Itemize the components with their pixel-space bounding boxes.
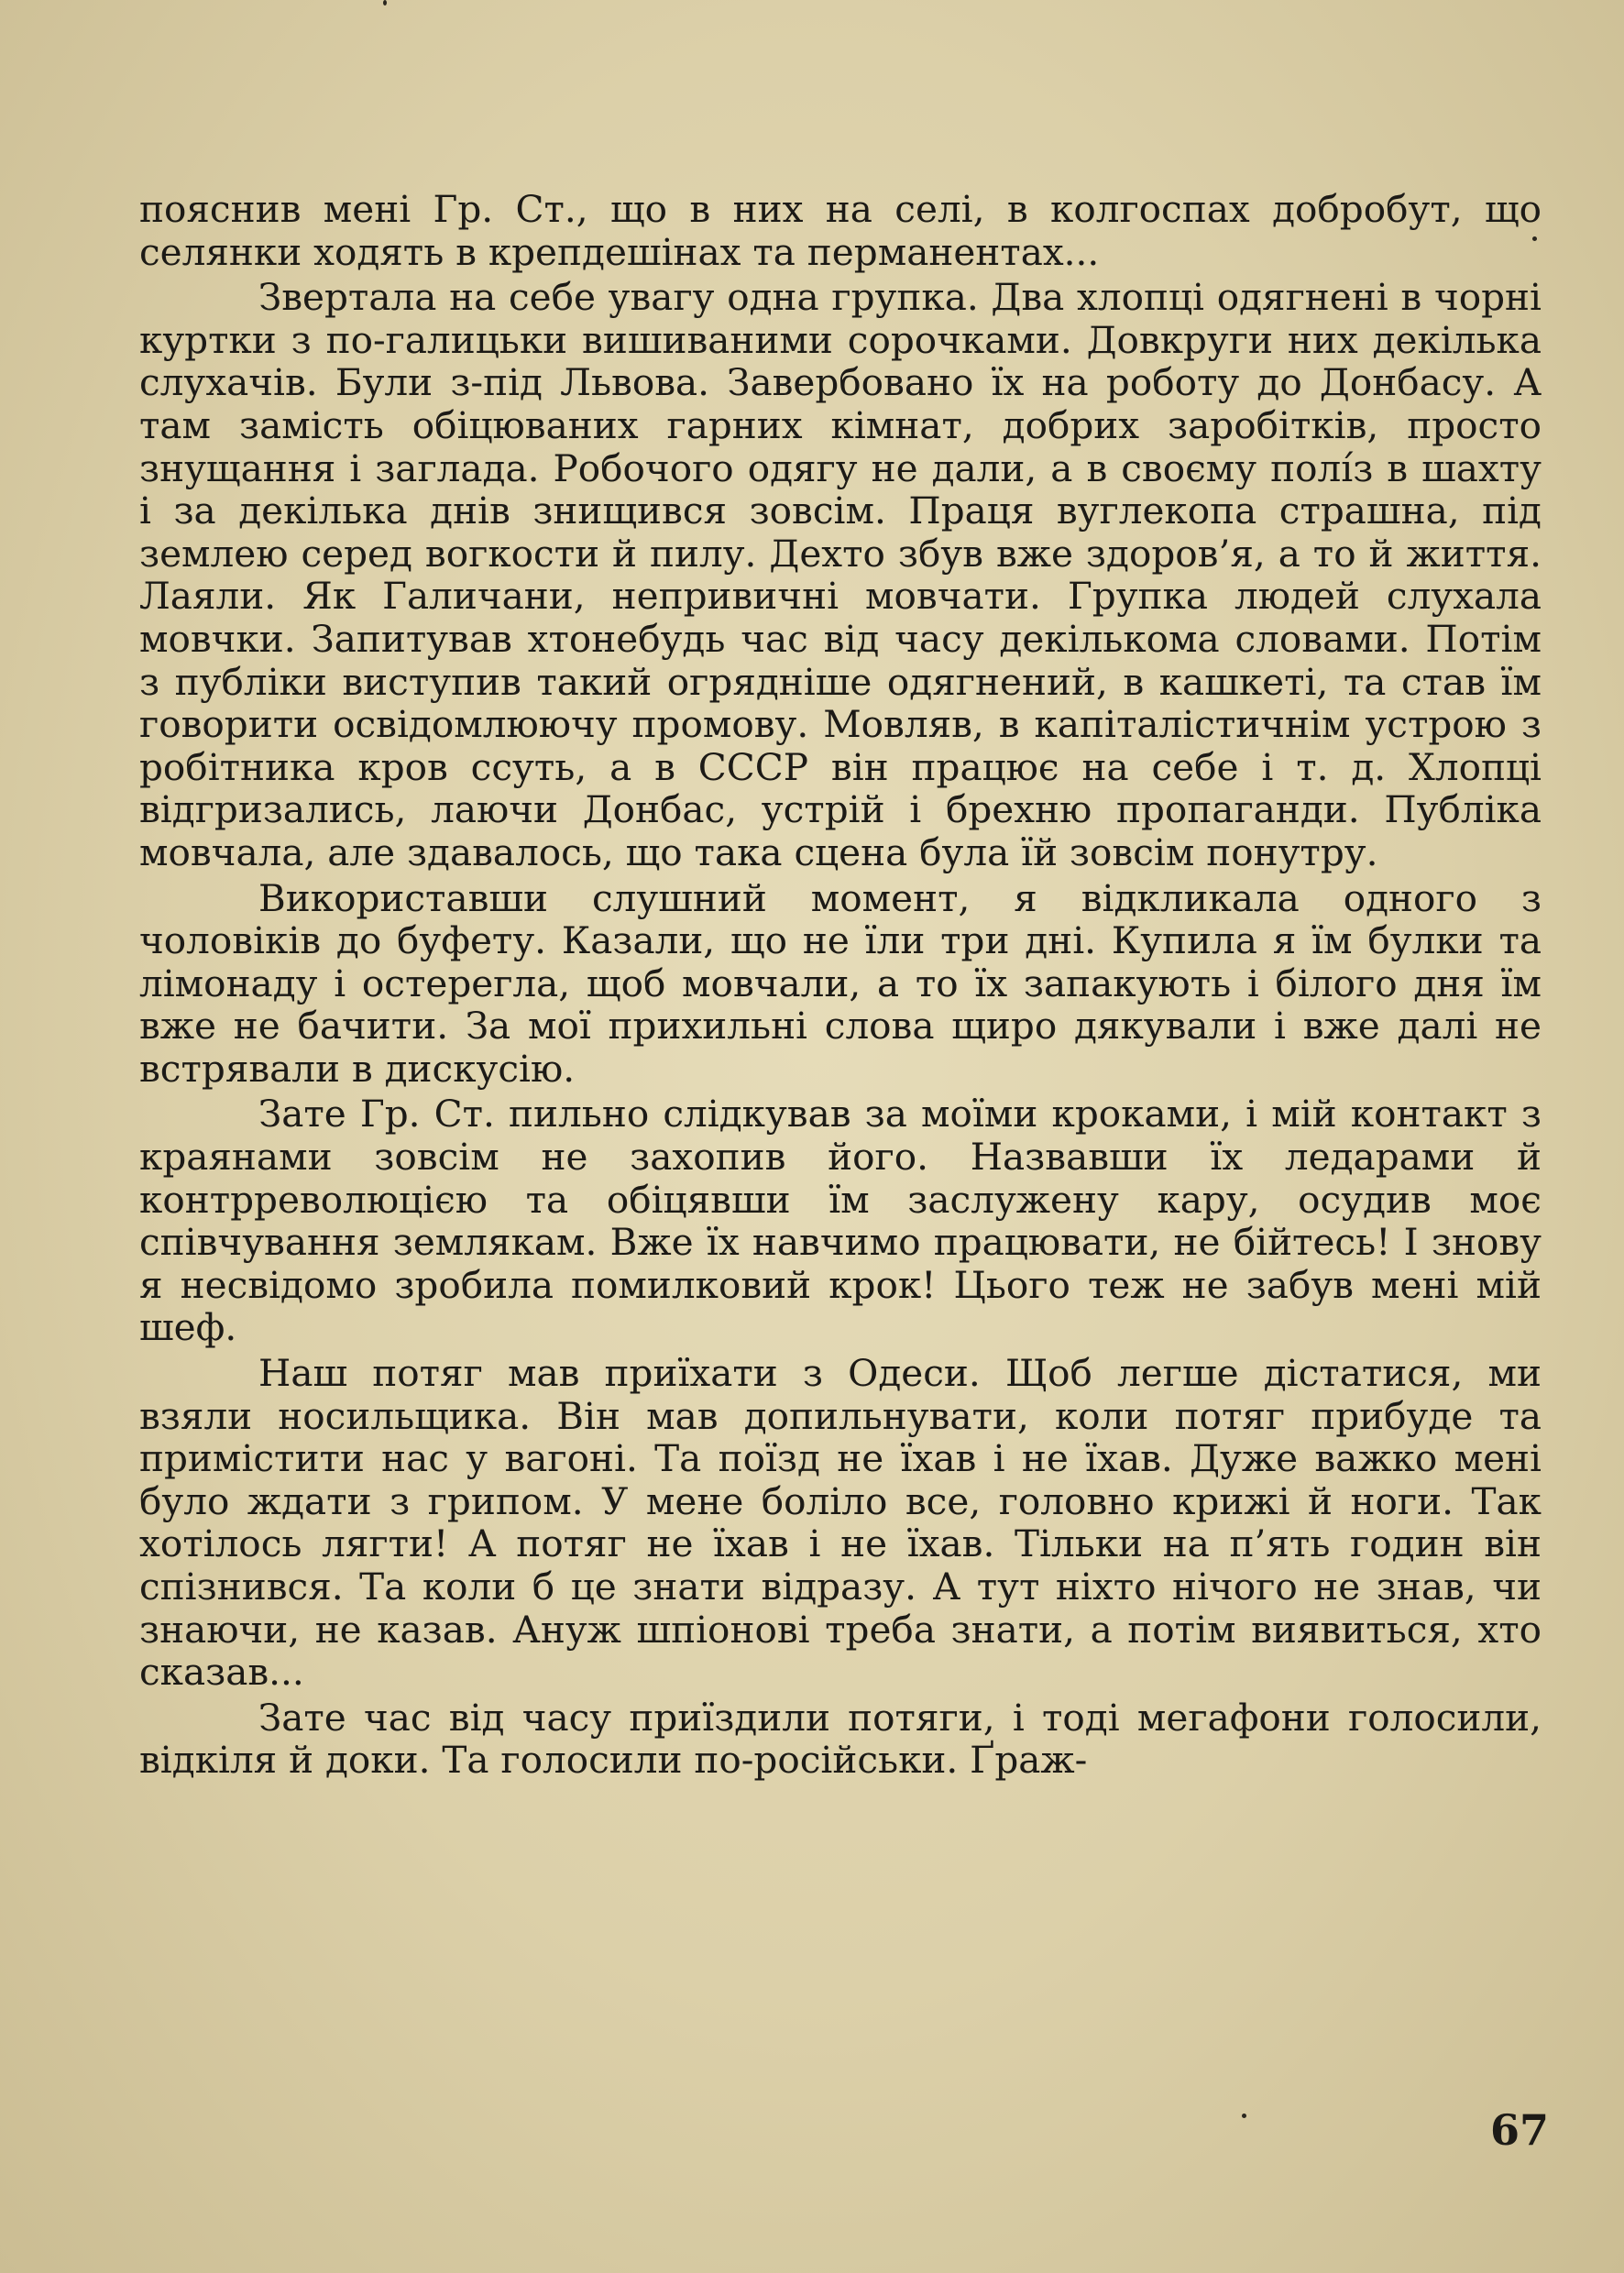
- ink-speck: [1532, 236, 1537, 241]
- paragraph-4: Зате Гр. Ст. пильно слідкував за моїми кроками, і мій контакт з краянами зовсім не захопив його. Назвавши їх ледарами й контрреволюцією та обіцявши їм заслужену кару, осудив моє співчування землякам. Вже їх навчимо працювати, не бійтесь! І знову я несвідомо зробила помилковий крок! Цього теж не забув мені мій шеф.: [139, 1092, 1542, 1350]
- body-text: [139, 188, 1542, 1782]
- ink-speck: [1242, 2114, 1246, 2118]
- ink-speck: [383, 0, 387, 5]
- paragraph-2: Звертала на себе увагу одна групка. Два хлопці одягнені в чорні куртки з по-галицьки вишиваними сорочками. Довкруги них декілька слухачів. Були з-під Львова. Завербовано їх на роботу до Донбасу. А там замість обіцюваних гарних кімнат, добрих заробітків, просто знущання і заглада. Робочого одягу не дали, а в своєму полі́з в шахту і за декілька днів знищився зовсім. Праця вуглекопа страшна, під землею серед вогкости й пилу. Дехто збув вже здоров’я, а то й життя. Лаяли. Як Галичани, непривичні мовчати. Групка людей слухала мовчки. Запитував хтонебудь час від часу декількома словами. Потім з публіки виступив такий огрядніше одягнений, в кашкеті, та став їм говорити освідомлюючу промову. Мовляв, в капіталістичнім устрою з робітника кров ссуть, а в СССР він працює на себе і т. д. Хлопці відгризались, лаючи Донбас, устрій і брехню пропаганди. Публіка мовчала, але здавалось, що така сцена була їй зовсім понутру.: [139, 275, 1542, 874]
- paragraph-6: Зате час від часу приїздили потяги, і тоді мегафони голосили, відкіля й доки. Та голосили по-російськи. Ґраж-: [139, 1695, 1542, 1783]
- page-number: 67: [1489, 2105, 1549, 2155]
- paragraph-1: пояснив мені Гр. Ст., що в них на селі, в колгоспах добробут, що селянки ходять в крепдешінах та перманентах...: [139, 187, 1542, 274]
- paragraph-3: Використавши слушний момент, я відкликала одного з чоловіків до буфету. Казали, що не їли три дні. Купила я їм булки та лімонаду і остерегла, щоб мовчали, а то їх запакують і білого дня їм вже не бачити. За мої прихильні слова щиро дякували і вже далі не встрявали в дискусію.: [139, 875, 1542, 1091]
- paragraph-5: Наш потяг мав приїхати з Одеси. Щоб легше дістатися, ми взяли носильщика. Він мав допильнувати, коли потяг прибуде та примістити нас у вагоні. Та поїзд не їхав і не їхав. Дуже важко мені було ждати з грипом. У мене боліло все, головно крижі й ноги. Так хотілось лягти! А потяг не їхав і не їхав. Тільки на п’ять годин він спізнився. Та коли б це знати відразу. А тут ніхто нічого не знав, чи знаючи, не казав. Ануж шпіонові треба знати, а потім виявиться, хто сказав...: [139, 1351, 1542, 1695]
